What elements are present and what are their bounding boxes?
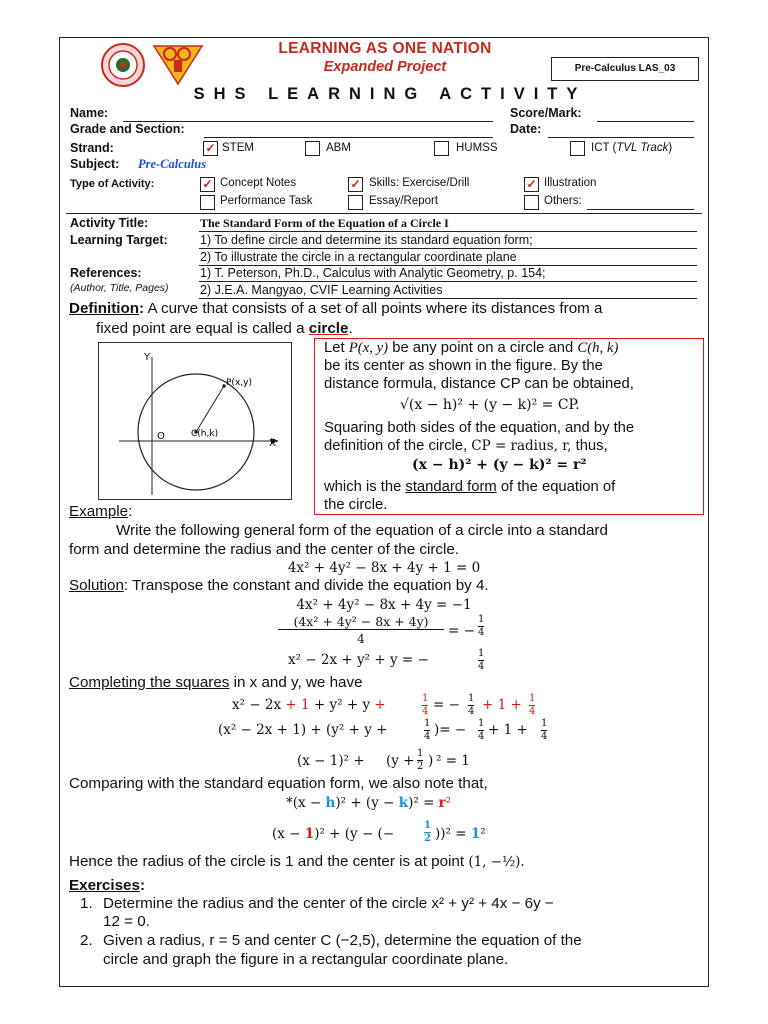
derivation-line-3: distance formula, distance CP can be obtained, bbox=[324, 376, 634, 392]
circle-term: circle bbox=[308, 320, 349, 337]
grade-field[interactable] bbox=[204, 137, 493, 138]
circle-graph bbox=[99, 343, 293, 501]
references-label: References: bbox=[70, 266, 142, 280]
header-subtitle: Expanded Project bbox=[323, 59, 447, 75]
minus-quarter: 1 4 bbox=[478, 648, 485, 672]
completing-step-3-paren: (y + bbox=[386, 753, 415, 769]
performance-label: Performance Task bbox=[220, 195, 313, 207]
definition-line-2: fixed point are equal is called a circle. bbox=[96, 320, 353, 337]
score-field[interactable] bbox=[597, 121, 694, 122]
skills-checkbox[interactable]: ✓ bbox=[348, 177, 363, 192]
radius-line bbox=[196, 386, 224, 432]
derivation-line-1: Let P(x, y) be any point on a circle and C(h, k) bbox=[324, 340, 619, 356]
substituted-form-tail: ))² = 1² bbox=[435, 826, 486, 842]
minus-quarter: 1 4 bbox=[478, 614, 485, 638]
example-heading: Example: bbox=[69, 503, 133, 520]
stem-checkbox[interactable]: ✓ bbox=[203, 141, 218, 156]
half: 1 2 bbox=[417, 748, 424, 772]
concept-notes-label: Concept Notes bbox=[220, 177, 297, 189]
point-p-label: P(x,y) bbox=[226, 378, 252, 388]
others-label: Others: bbox=[544, 195, 582, 207]
quarter: 1 4 bbox=[468, 693, 475, 717]
center-label: C(h,k) bbox=[191, 429, 219, 439]
essay-checkbox[interactable] bbox=[348, 195, 363, 210]
red-quarter: 1 4 bbox=[529, 693, 536, 717]
example-instruction-1: Write the following general form of the equation of a circle into a standard bbox=[116, 522, 608, 539]
fraction-numerator: (4x² + 4y² − 8x + 4y) bbox=[278, 614, 444, 630]
general-equation: 4x² + 4y² − 8x + 4y + 1 = 0 bbox=[287, 560, 481, 576]
derivation-line-5: Squaring both sides of the equation, and by the bbox=[324, 420, 635, 436]
circle-figure bbox=[98, 342, 292, 500]
derivation-line-9: the circle. bbox=[324, 497, 388, 513]
fraction-denominator: 4 bbox=[357, 632, 365, 646]
definition-line-1: Definition: A curve that consists of a set of all points where its distances from a bbox=[69, 300, 603, 317]
exercise-2-text: Given a radius, r = 5 and center C (−2,5), determine the equation of the bbox=[103, 932, 582, 949]
ict-label: ICT (TVL Track) bbox=[591, 142, 673, 154]
humss-label: HUMSS bbox=[456, 142, 498, 154]
rule bbox=[199, 248, 697, 249]
rule bbox=[199, 281, 697, 282]
substituted-form: (x − 1)² + (y − (− bbox=[272, 826, 395, 842]
humss-checkbox[interactable] bbox=[434, 141, 449, 156]
derivation-line-8: which is the standard form of the equation of bbox=[324, 479, 616, 495]
activity-code: Pre-Calculus LAS_03 bbox=[551, 57, 699, 81]
activity-title-value: The Standard Form of the Equation of a Circle I bbox=[200, 216, 449, 230]
abm-checkbox[interactable] bbox=[305, 141, 320, 156]
grade-label: Grade and Section: bbox=[70, 122, 185, 136]
date-field[interactable] bbox=[548, 137, 694, 138]
strand-label: Strand: bbox=[70, 141, 114, 155]
exercise-1-text-2: 12 = 0. bbox=[103, 913, 150, 930]
completing-squares-line: Completing the squares in x and y, we have bbox=[69, 674, 363, 691]
exercise-1-text: Determine the radius and the center of the circle x² + y² + 4x − 6y − bbox=[103, 895, 554, 912]
completing-step-1: x² − 2x + 1 + y² + y + bbox=[232, 697, 386, 713]
completing-step-2-mid: )= − bbox=[434, 722, 467, 738]
origin-label: O bbox=[157, 431, 165, 442]
y-axis-label: Y bbox=[144, 352, 151, 363]
ict-checkbox[interactable] bbox=[570, 141, 585, 156]
quarter: 1 4 bbox=[424, 718, 431, 742]
completing-step-2-tail: + 1 + bbox=[488, 722, 528, 738]
quarter: 1 4 bbox=[541, 718, 548, 742]
comparing-line: Comparing with the standard equation form, we also note that, bbox=[69, 775, 488, 792]
division-logo bbox=[152, 40, 204, 86]
score-label: Score/Mark: bbox=[510, 106, 582, 120]
quarter: 1 4 bbox=[478, 718, 485, 742]
name-label: Name: bbox=[70, 106, 109, 120]
others-checkbox[interactable] bbox=[524, 195, 539, 210]
standard-form-compare: *(x − h)² + (y − k)² = r² bbox=[286, 795, 452, 811]
completing-step-3: (x − 1)² + bbox=[297, 753, 365, 769]
stem-label: STEM bbox=[222, 142, 254, 154]
header-title: LEARNING AS ONE NATION bbox=[278, 40, 492, 57]
school-seal-logo bbox=[100, 42, 146, 88]
completing-step-1-tail: + 1 + bbox=[482, 697, 522, 713]
references-sublabel: (Author, Title, Pages) bbox=[70, 282, 169, 294]
activity-title-label: Activity Title: bbox=[70, 216, 149, 230]
solution-line: Solution: Transpose the constant and divide the equation by 4. bbox=[69, 577, 489, 594]
example-instruction-2: form and determine the radius and the center of the circle. bbox=[69, 541, 460, 558]
rule bbox=[199, 231, 697, 232]
illustration-checkbox[interactable]: ✓ bbox=[524, 177, 539, 192]
reference-2: 2) J.E.A. Mangyao, CVIF Learning Activities bbox=[200, 283, 443, 297]
concept-notes-checkbox[interactable]: ✓ bbox=[200, 177, 215, 192]
standard-form-equation: (x − h)² + (y − k)² = r² bbox=[412, 457, 587, 473]
derivation-line-2: be its center as shown in the figure. By the bbox=[324, 358, 603, 374]
subject-label: Subject: bbox=[70, 157, 120, 171]
learning-target-1: 1) To define circle and determine its standard equation form; bbox=[200, 233, 533, 247]
blue-half: 1 2 bbox=[424, 820, 431, 844]
activity-type-label: Type of Activity: bbox=[70, 178, 155, 190]
learning-target-2: 2) To illustrate the circle in a rectangular coordinate plane bbox=[200, 250, 517, 264]
abm-label: ABM bbox=[326, 142, 351, 154]
red-quarter: 1 4 bbox=[422, 693, 429, 717]
reference-1: 1) T. Peterson, Ph.D., Calculus with Analytic Geometry, p. 154; bbox=[200, 266, 546, 280]
completing-step-3-rhs: ² = 1 bbox=[436, 753, 470, 769]
distance-formula: √(x − h)² + (y − k)² = CP. bbox=[400, 397, 580, 413]
exercise-2-text-2: circle and graph the figure in a rectangular coordinate plane. bbox=[103, 951, 509, 968]
activity-heading: SHS LEARNING ACTIVITY bbox=[193, 85, 587, 103]
learning-target-label: Learning Target: bbox=[70, 233, 168, 247]
date-label: Date: bbox=[510, 122, 542, 136]
skills-label: Skills: Exercise/Drill bbox=[369, 177, 470, 189]
exercise-1-number: 1. bbox=[80, 895, 93, 912]
illustration-label: Illustration bbox=[544, 177, 597, 189]
completing-step-2: (x² − 2x + 1) + (y² + y + bbox=[218, 722, 388, 738]
exercises-heading: Exercises: bbox=[69, 877, 146, 894]
rule bbox=[199, 298, 697, 299]
completing-step-3-close: ) bbox=[428, 753, 434, 769]
x-axis-label: X bbox=[269, 438, 276, 449]
exercise-2-number: 2. bbox=[80, 932, 93, 949]
section-divider bbox=[66, 213, 702, 214]
solution-step-2-rhs: = − bbox=[448, 623, 475, 639]
solution-step-3: x² − 2x + y² + y = − bbox=[288, 652, 429, 668]
others-field[interactable] bbox=[587, 209, 694, 210]
performance-checkbox[interactable] bbox=[200, 195, 215, 210]
definition-term: Definition bbox=[69, 300, 140, 317]
hence-line: Hence the radius of the circle is 1 and the center is at point (1, −½). bbox=[69, 853, 525, 870]
solution-step-1: 4x² + 4y² − 8x + 4y = −1 bbox=[296, 597, 472, 613]
subject-value: Pre-Calculus bbox=[138, 157, 207, 171]
completing-step-1-eq: = − bbox=[433, 697, 460, 713]
essay-label: Essay/Report bbox=[369, 195, 439, 207]
derivation-line-6: definition of the circle, CP = radius, r, thus, bbox=[324, 438, 608, 454]
